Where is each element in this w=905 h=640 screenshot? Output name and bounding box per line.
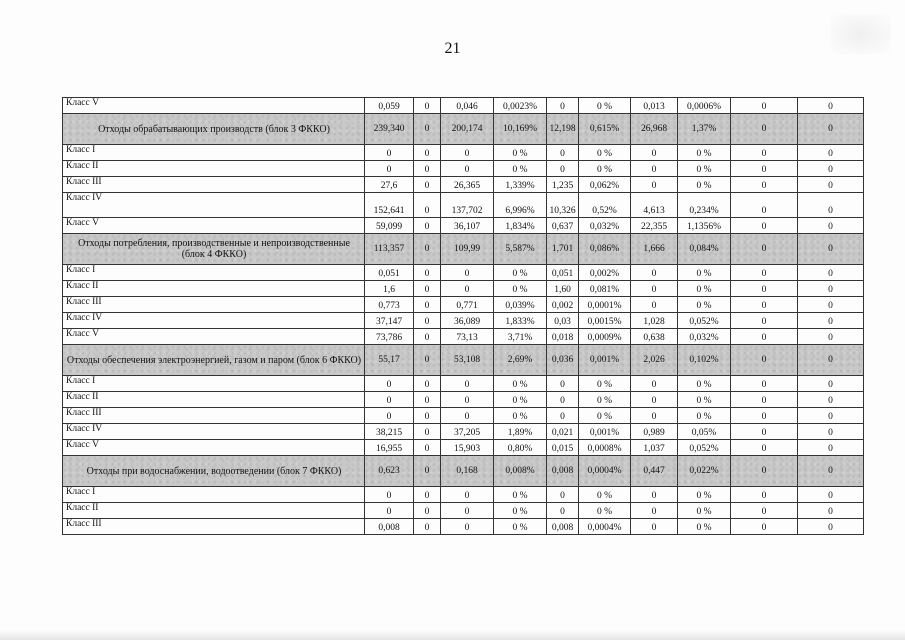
table-cell: 0,008% <box>494 456 547 487</box>
table-cell: 0 % <box>678 145 731 161</box>
class-label: Класс I <box>63 265 365 281</box>
table-cell: 0 % <box>494 503 547 519</box>
table-cell: 0 <box>547 145 579 161</box>
table-cell: 0,046 <box>441 98 494 114</box>
scan-bottom-edge <box>0 630 905 640</box>
table-cell: 0,062% <box>579 177 631 193</box>
table-cell: 0 % <box>579 376 631 392</box>
table-cell: 0 <box>798 345 864 376</box>
table-cell: 0 <box>631 177 678 193</box>
table-cell: 0 % <box>494 145 547 161</box>
table-cell: 0,0004% <box>579 519 631 535</box>
table-cell: 0 <box>631 519 678 535</box>
table-cell: 73,13 <box>441 329 494 345</box>
table-cell: 0,001% <box>579 345 631 376</box>
table-cell: 0 <box>547 408 579 424</box>
class-row <box>63 145 864 161</box>
table-cell: 0 <box>547 376 579 392</box>
table-cell: 0,0015% <box>579 313 631 329</box>
table-cell: 0,168 <box>441 456 494 487</box>
class-row <box>63 313 864 329</box>
class-label: Класс II <box>63 503 365 519</box>
block-row <box>63 456 864 487</box>
table-cell: 0 <box>365 503 414 519</box>
table-cell: 0 <box>798 313 864 329</box>
block-row <box>63 114 864 145</box>
class-row <box>63 329 864 345</box>
class-row <box>63 218 864 234</box>
table-cell: 0 <box>731 218 798 234</box>
table-cell: 0 % <box>678 265 731 281</box>
table-cell: 0 <box>731 519 798 535</box>
class-row <box>63 503 864 519</box>
table-cell: 0 % <box>678 519 731 535</box>
class-label: Класс I <box>63 376 365 392</box>
table-cell: 0,234% <box>678 193 731 218</box>
table-cell: 26,365 <box>441 177 494 193</box>
table-cell: 0,013 <box>631 98 678 114</box>
table-cell: 0,05% <box>678 424 731 440</box>
table-cell: 0 <box>798 193 864 218</box>
table-cell: 0 % <box>678 297 731 313</box>
class-label: Класс II <box>63 161 365 177</box>
class-label: Класс III <box>63 297 365 313</box>
table-cell: 0 <box>631 281 678 297</box>
table-cell: 55,17 <box>365 345 414 376</box>
table-cell: 0 <box>441 265 494 281</box>
class-row <box>63 265 864 281</box>
class-row <box>63 408 864 424</box>
table-cell: 0 <box>414 376 441 392</box>
table-cell: 0 <box>441 487 494 503</box>
table-cell: 22,355 <box>631 218 678 234</box>
table-cell: 0 <box>731 313 798 329</box>
table-cell: 0 <box>798 265 864 281</box>
table-cell: 0 % <box>579 161 631 177</box>
table-cell: 0 <box>414 519 441 535</box>
table-cell: 1,701 <box>547 234 579 265</box>
table-cell: 0 <box>441 408 494 424</box>
table-cell: 0,52% <box>579 193 631 218</box>
table-cell: 0,773 <box>365 297 414 313</box>
class-row <box>63 440 864 456</box>
table-cell: 0 <box>731 177 798 193</box>
table-cell: 0 <box>798 114 864 145</box>
table-cell: 27,6 <box>365 177 414 193</box>
table-cell: 0,032% <box>579 218 631 234</box>
table-cell: 0 % <box>494 376 547 392</box>
table-cell: 0,084% <box>678 234 731 265</box>
table-cell: 0 <box>414 408 441 424</box>
table-cell: 0 <box>731 193 798 218</box>
table-cell: 36,089 <box>441 313 494 329</box>
table-cell: 0,623 <box>365 456 414 487</box>
page-number: 21 <box>444 40 461 57</box>
table-cell: 0 % <box>494 265 547 281</box>
table-cell: 1,89% <box>494 424 547 440</box>
table-cell: 0,021 <box>547 424 579 440</box>
table-cell: 38,215 <box>365 424 414 440</box>
table-cell: 6,996% <box>494 193 547 218</box>
table-cell: 0 <box>798 145 864 161</box>
table-cell: 37,205 <box>441 424 494 440</box>
block-row <box>63 234 864 265</box>
class-row <box>63 193 864 218</box>
table-cell: 0 <box>547 392 579 408</box>
table-cell: 0 <box>365 392 414 408</box>
table-cell: 0,039% <box>494 297 547 313</box>
table-cell: 0 % <box>579 392 631 408</box>
class-label: Класс V <box>63 218 365 234</box>
class-row <box>63 297 864 313</box>
table-cell: 0 % <box>579 503 631 519</box>
table-cell: 0 % <box>678 503 731 519</box>
table-cell: 152,641 <box>365 193 414 218</box>
table-cell: 1,834% <box>494 218 547 234</box>
table-cell: 0 % <box>678 392 731 408</box>
class-label: Класс II <box>63 392 365 408</box>
table-cell: 1,37% <box>678 114 731 145</box>
table-cell: 1,6 <box>365 281 414 297</box>
table-cell: 0,008 <box>547 456 579 487</box>
table-cell: 0,447 <box>631 456 678 487</box>
table-cell: 137,702 <box>441 193 494 218</box>
table-cell: 0,018 <box>547 329 579 345</box>
table-cell: 0,081% <box>579 281 631 297</box>
table-cell: 0 <box>731 345 798 376</box>
table-cell: 0,008 <box>365 519 414 535</box>
table-cell: 0 <box>798 424 864 440</box>
table-cell: 0 <box>414 193 441 218</box>
table-cell: 0,059 <box>365 98 414 114</box>
table-cell: 15,903 <box>441 440 494 456</box>
table-cell: 0 <box>414 313 441 329</box>
table-cell: 0 <box>731 234 798 265</box>
table-cell: 0 <box>798 218 864 234</box>
table-body <box>63 98 864 535</box>
table-cell: 113,357 <box>365 234 414 265</box>
table-cell: 0,80% <box>494 440 547 456</box>
class-label: Класс I <box>63 145 365 161</box>
table-cell: 1,037 <box>631 440 678 456</box>
table-cell: 0 <box>441 145 494 161</box>
table-cell: 0,002% <box>579 265 631 281</box>
table-cell: 26,968 <box>631 114 678 145</box>
table-cell: 0 <box>798 297 864 313</box>
table-cell: 0 <box>414 487 441 503</box>
table-cell: 0,051 <box>547 265 579 281</box>
class-row <box>63 392 864 408</box>
table-cell: 0 <box>414 98 441 114</box>
table-cell: 0 % <box>494 487 547 503</box>
table-cell: 0 <box>631 408 678 424</box>
table-cell: 0 % <box>678 408 731 424</box>
table-cell: 1,666 <box>631 234 678 265</box>
table-cell: 0,052% <box>678 313 731 329</box>
table-cell: 0 <box>731 297 798 313</box>
table-cell: 0 <box>414 424 441 440</box>
table-cell: 1,1356% <box>678 218 731 234</box>
table-cell: 0 <box>414 440 441 456</box>
table-cell: 0 <box>414 503 441 519</box>
table-cell: 0,0008% <box>579 440 631 456</box>
block-label: Отходы обрабатывающих производств (блок 3 ФККО) <box>63 114 365 145</box>
class-label: Класс IV <box>63 313 365 329</box>
class-label: Класс I <box>63 487 365 503</box>
table-cell: 0 <box>547 487 579 503</box>
table-cell: 0 <box>798 98 864 114</box>
table-cell: 0 % <box>494 408 547 424</box>
table-cell: 0 <box>798 440 864 456</box>
table-cell: 0 % <box>678 487 731 503</box>
table-cell: 0 <box>414 392 441 408</box>
table-cell: 0 <box>631 161 678 177</box>
class-label: Класс III <box>63 519 365 535</box>
table-cell: 0 <box>731 440 798 456</box>
table-cell: 0 % <box>494 392 547 408</box>
table-cell: 0,989 <box>631 424 678 440</box>
table-cell: 53,108 <box>441 345 494 376</box>
table-cell: 10,169% <box>494 114 547 145</box>
table-cell: 0 <box>365 376 414 392</box>
table-cell: 0,638 <box>631 329 678 345</box>
table-cell: 0 % <box>579 487 631 503</box>
table-cell: 0 % <box>494 281 547 297</box>
table-cell: 2,69% <box>494 345 547 376</box>
table-cell: 1,339% <box>494 177 547 193</box>
table-cell: 2,026 <box>631 345 678 376</box>
table-cell: 0 <box>414 114 441 145</box>
table-cell: 0 <box>441 281 494 297</box>
table-cell: 0 <box>365 487 414 503</box>
table-cell: 239,340 <box>365 114 414 145</box>
class-row <box>63 487 864 503</box>
table-cell: 0 <box>441 503 494 519</box>
table-cell: 0 <box>414 234 441 265</box>
table-cell: 0,051 <box>365 265 414 281</box>
table-cell: 0,771 <box>441 297 494 313</box>
table-cell: 16,955 <box>365 440 414 456</box>
table-cell: 0 <box>365 145 414 161</box>
table-cell: 0 <box>414 456 441 487</box>
table-cell: 1,60 <box>547 281 579 297</box>
table-cell: 0 % <box>579 408 631 424</box>
class-label: Класс IV <box>63 193 365 218</box>
table-cell: 59,099 <box>365 218 414 234</box>
table-cell: 3,71% <box>494 329 547 345</box>
block-label: Отходы потребления, производственные и непроизводственные (блок 4 ФККО) <box>63 234 365 265</box>
table-cell: 0 <box>414 297 441 313</box>
table-cell: 0,022% <box>678 456 731 487</box>
table-cell: 0 <box>731 98 798 114</box>
class-label: Класс V <box>63 329 365 345</box>
table-cell: 0 <box>441 392 494 408</box>
table-cell: 0 <box>731 376 798 392</box>
table-cell: 0,036 <box>547 345 579 376</box>
table-cell: 0 <box>731 503 798 519</box>
table-cell: 0 <box>731 161 798 177</box>
block-label: Отходы при водоснабжении, водоотведении (блок 7 ФККО) <box>63 456 365 487</box>
table-cell: 0 <box>731 145 798 161</box>
table-cell: 0 % <box>579 98 631 114</box>
table-cell: 0,032% <box>678 329 731 345</box>
table-cell: 0 <box>798 234 864 265</box>
table-cell: 0 <box>631 503 678 519</box>
table-cell: 0,0001% <box>579 297 631 313</box>
table-cell: 0 <box>631 297 678 313</box>
table-cell: 0 <box>631 376 678 392</box>
table-cell: 0 % <box>494 161 547 177</box>
table-cell: 1,833% <box>494 313 547 329</box>
table-cell: 0 <box>798 376 864 392</box>
table-cell: 0 <box>414 329 441 345</box>
table-cell: 0 <box>731 265 798 281</box>
table-cell: 0 <box>731 329 798 345</box>
table-cell: 0 % <box>579 145 631 161</box>
table-cell: 4,613 <box>631 193 678 218</box>
table-cell: 0,052% <box>678 440 731 456</box>
table-cell: 0 <box>731 456 798 487</box>
table-cell: 0 <box>414 161 441 177</box>
table-cell: 109,99 <box>441 234 494 265</box>
table-cell: 0,0009% <box>579 329 631 345</box>
table-cell: 0,637 <box>547 218 579 234</box>
waste-statistics-table <box>62 97 864 535</box>
table-cell: 0 <box>731 408 798 424</box>
table-cell: 0 <box>631 265 678 281</box>
table-cell: 0 <box>631 487 678 503</box>
table-cell: 1,028 <box>631 313 678 329</box>
table-cell: 0 % <box>678 376 731 392</box>
table-cell: 0 <box>547 503 579 519</box>
table-cell: 0 <box>798 487 864 503</box>
table-cell: 0 <box>798 329 864 345</box>
table-cell: 0 <box>631 145 678 161</box>
class-row <box>63 519 864 535</box>
class-label: Класс V <box>63 98 365 114</box>
table-cell: 0 % <box>678 281 731 297</box>
table-cell: 0,102% <box>678 345 731 376</box>
block-row <box>63 345 864 376</box>
table-cell: 0 <box>731 487 798 503</box>
class-row <box>63 161 864 177</box>
table-cell: 0 <box>798 392 864 408</box>
table-cell: 0 <box>414 145 441 161</box>
table-cell: 0 <box>798 519 864 535</box>
table-cell: 0 <box>414 218 441 234</box>
table-cell: 0 <box>731 114 798 145</box>
class-label: Класс III <box>63 177 365 193</box>
class-row <box>63 424 864 440</box>
table-cell: 200,174 <box>441 114 494 145</box>
table-cell: 0,0023% <box>494 98 547 114</box>
table-cell: 0 <box>441 161 494 177</box>
class-label: Класс V <box>63 440 365 456</box>
table-cell: 0 <box>547 161 579 177</box>
class-label: Класс III <box>63 408 365 424</box>
table-cell: 0 % <box>494 519 547 535</box>
table-cell: 0,0004% <box>579 456 631 487</box>
table-cell: 0,015 <box>547 440 579 456</box>
table-cell: 1,235 <box>547 177 579 193</box>
table-cell: 0 % <box>678 161 731 177</box>
table-cell: 0 <box>414 281 441 297</box>
table-cell: 0 <box>441 519 494 535</box>
table-cell: 0,615% <box>579 114 631 145</box>
table-cell: 0 <box>414 177 441 193</box>
table-cell: 0 <box>631 392 678 408</box>
table-cell: 37,147 <box>365 313 414 329</box>
table-cell: 12,198 <box>547 114 579 145</box>
class-row <box>63 376 864 392</box>
table-cell: 0,0006% <box>678 98 731 114</box>
class-label: Класс IV <box>63 424 365 440</box>
table-cell: 0 <box>731 424 798 440</box>
table-cell: 0,008 <box>547 519 579 535</box>
class-row <box>63 177 864 193</box>
table-cell: 0 <box>441 376 494 392</box>
table-cell: 0 <box>798 408 864 424</box>
table-cell: 0,002 <box>547 297 579 313</box>
table-cell: 0 <box>798 177 864 193</box>
table-cell: 0 <box>798 503 864 519</box>
table-cell: 36,107 <box>441 218 494 234</box>
table-cell: 0 <box>731 392 798 408</box>
table-cell: 0 <box>414 345 441 376</box>
table-cell: 0 <box>414 265 441 281</box>
table-cell: 0 <box>798 281 864 297</box>
table-cell: 0,001% <box>579 424 631 440</box>
table-cell: 0,086% <box>579 234 631 265</box>
table-cell: 0 % <box>678 177 731 193</box>
table-cell: 0 <box>798 456 864 487</box>
block-label: Отходы обеспечения электроэнергией, газом и паром (блок 6 ФККО) <box>63 345 365 376</box>
table-cell: 5,587% <box>494 234 547 265</box>
class-row <box>63 98 864 114</box>
table-cell: 10,326 <box>547 193 579 218</box>
table-cell: 0 <box>731 281 798 297</box>
class-row <box>63 281 864 297</box>
table-cell: 0 <box>365 161 414 177</box>
table-cell: 0 <box>547 98 579 114</box>
class-label: Класс II <box>63 281 365 297</box>
table-cell: 73,786 <box>365 329 414 345</box>
table-cell: 0,03 <box>547 313 579 329</box>
table-cell: 0 <box>798 161 864 177</box>
table-cell: 0 <box>365 408 414 424</box>
